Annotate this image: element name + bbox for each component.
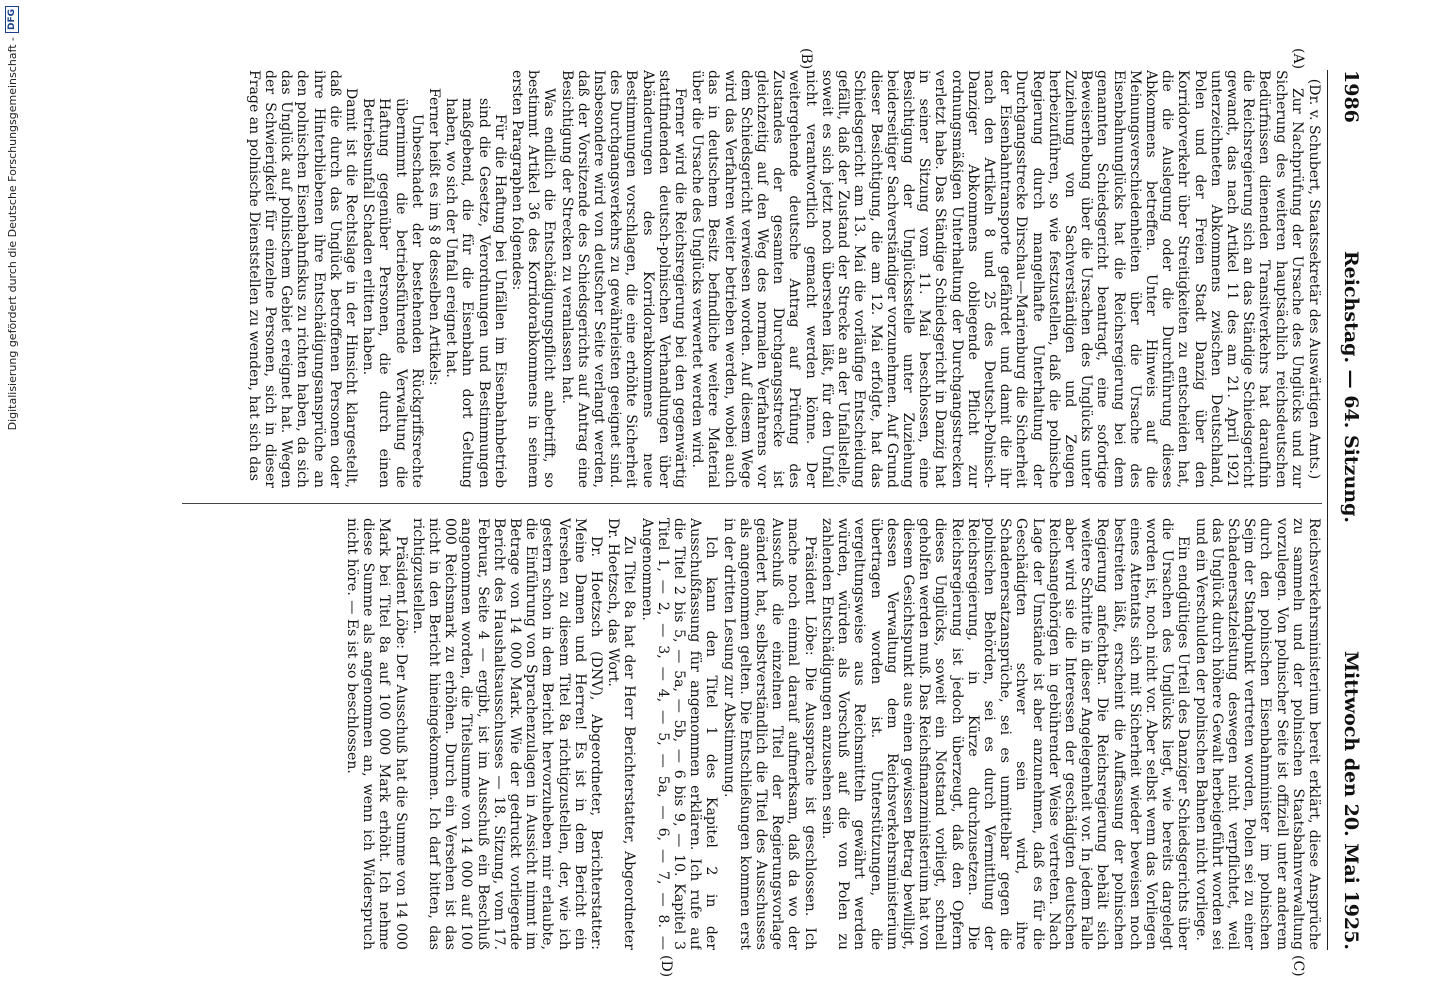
margin-marker-c: (C)	[1290, 955, 1306, 977]
paragraph: Ferner wird die Reichsregierung bei den gegenwärtig stattfindenden deutsch-polnischen Verhandlungen über Abänderungen des Korridorabkommens neue Bestimmungen vorschlagen, die eine erhöhte Sicherheit des Durchgangsverkehrs zu gewährleisten geeignet sind. Insbesondere wird von deutscher Seite verlangt werden, daß der Vorsitzende des Schiedsgerichts auf Antrag eine Besichtigung der Strecken zu veranlassen hat.	[558, 70, 689, 488]
left-column	[32, 70, 1322, 488]
right-column	[32, 518, 1322, 950]
quoted-paragraph: Für die Haftung bei Unfällen im Eisenbahnbetrieb sind die Gesetze, Verordnungen und Bestimmungen maßgebend, die für die Eisenbahn dort Geltung haben, wo sich der Unfall ereignet hat.	[443, 98, 508, 488]
paragraph: Ich kann den Titel 1 des Kapitel 2 in der Ausschußfassung für angenommen erklären. Ich rufe auf die Titel 2 bis 5, — 5a, — 5b, — 6 bis 9, — 10. Kapitel 3 Titel 1, — 2, — 3, — 4, — 5, — 5a, — 6, — 7, — 8. — Angenommen.	[638, 518, 720, 950]
margin-marker-b: (B)	[798, 48, 814, 70]
margin-marker-a: (A)	[1290, 48, 1306, 70]
paragraph: Präsident Löbe: Der Ausschuß hat die Summe von 14 000 Mark bei Titel 8a auf 100 000 Mark erhöht. Ich nehme diese Summe als angenommen an, wenn ich Widerspruch nicht höre. — Es ist so beschlossen.	[344, 518, 409, 950]
header-rule	[1327, 70, 1328, 950]
page-number: 1986	[1340, 70, 1362, 123]
paragraph: Damit ist die Rechtslage in der Hinsicht klargestellt, daß die durch das Unglück betroffenen Personen oder ihre Hinterbliebenen ihre Entschädigungsansprüche an den polnischen Eisenbahnfiskus zu richten haben, da sich das Unglück auf polnischem Gebiet ereignet hat. Wegen der Schwierigkeit für einzelne Personen, sich in dieser Frage an polnische Dienststellen zu wenden, hat sich das	[245, 70, 360, 488]
speaker-attribution: (Dr. v. Schubert, Staatssekretär des Auswärtigen Amts.)	[1306, 78, 1322, 480]
paragraph: Zu Titel 8a hat der Herr Berichterstatter, Abgeordneter Dr. Hoetzsch, das Wort.	[605, 518, 638, 950]
paragraph: Dr. Hoetzsch (DNV), Abgeordneter, Berichterstatter: Meine Damen und Herren! Es ist in dem Bericht ein Versehen zu diesem Titel 8a richtigzustellen, der, wie ich gestern schon in dem Bericht hervorzuheben mir erlaubte, die Einführung von Sprachenzulagen in Aussicht nimmt im Betrage von 14 000 Mark. Wie der gedruckt vorliegende Bericht des Haushaltsausschusses — 18. Sitzung, vom 17. Februar, Seite 4 — ergibt, ist im Ausschuß ein Beschluß angenommen worden, die Titelsumme von 14 000 auf 100 000 Reichsmark zu erhöhen. Durch ein Versehen ist das nicht in den Bericht hineingekommen. Ich darf bitten, das richtigzustellen.	[409, 518, 605, 950]
footer-strip	[0, 0, 24, 1000]
quoted-paragraph: Unbeschadet der bestehenden Rückgriffsrechte übernimmt die betriebsführende Verwaltung die Haftung gegenüber Personen, die durch einen Betriebsunfall Schaden erlitten haben.	[360, 98, 425, 488]
margin-marker-d: (D)	[658, 955, 674, 978]
footer-credit	[0, 0, 24, 1000]
page-date: Mittwoch den 20. Mai 1925.	[1340, 651, 1362, 950]
page-title: Reichstag. — 64. Sitzung.	[1340, 250, 1362, 523]
column-divider	[182, 503, 1322, 504]
paragraph: Ein endgültiges Urteil des Danziger Schiedsgerichts über die Ursachen des Unglücks liegt, wie bereits dargelegt worden ist, noch nicht vor. Aber selbst wenn das Vorliegen eines Attentats sich mit Sicherheit wieder beweisen noch bestreiten läßt, erscheint die Auffassung der polnischen Regierung anfechtbar. Die Reichsregierung behält sich weitere Schritte in dieser Angelegenheit vor. In jedem Falle aber wird sie die Interessen der geschädigten deutschen Reichsangehörigen in gebührender Weise vertreten. Nach Lage der Umstände ist aber anzunehmen, daß es für die Geschädigten schwer sein wird, ihre Schadenersatzansprüche, sei es unmittelbar gegen die polnischen Behörden, sei es durch Vermittlung der Reichsregierung, in Kürze durchzusetzen. Die Reichsregierung ist jedoch überzeugt, daß den Opfern dieses Unglücks, soweit ein Notstand vorliegt, schnell geholfen werden muß. Das Reichsfinanzministerium hat von diesem Gesichtspunkt aus einen gewissen Betrag bewilligt, dessen Verwaltung dem Reichsverkehrsministerium übertragen worden ist. Unterstützungen, die vergeltungsweise aus Reichsmitteln gewährt werden würden, würden als Vorschuß auf die von Polen zu zahlenden Entschädigungen anzusehen sein.	[818, 518, 1192, 950]
page-header	[1332, 70, 1362, 950]
paragraph: Zur Nachprüfung der Ursache des Unglücks und zur Sicherung des weiteren hauptsächlich reichsdeutschen Bedürfnissen dienenden Transitverkehrs hat daraufhin die Reichsregierung sich an das Ständige Schiedsgericht gewandt, das nach Artikel 11 des am 21. April 1921 unterzeichneten Abkommens zwischen Deutschland, Polen und der Freien Stadt Danzig über den Korridorverkehr über Streitigkeiten zu entscheiden hat, die die Auslegung oder die Durchführung dieses Abkommens betreffen. Unter Hinweis auf die Meinungsverschiedenheiten über die Ursache des Eisenbahnunglücks hat die Reichsregierung bei dem genannten Schiedsgericht beantragt, eine sofortige Beweiserhebung über die Ursachen des Unglücks unter Zuziehung von Sachverständigen und Zeugen herbeizuführen, so wie festzustellen, daß die polnische Regierung durch mangelhafte Unterhaltung der Durchgangsstrecke Dirschau—Marienburg die Sicherheit der Eisenbahntransporte gefährdet und damit die ihr nach den Artikeln 8 und 25 des Deutsch-Polnisch-Danziger Abkommens obliegende Pflicht zur ordnungsmäßigen Unterhaltung der Durchgangsstrecken verletzt habe. Das Ständige Schiedsgericht in Danzig hat in seiner Sitzung vom 11. Mai beschlossen, eine Besichtigung der Unglücksstelle unter Zuziehung beiderseitiger Sachverständiger vorzunehmen. Auf Grund dieser Besichtigung, die am 12. Mai erfolgte, hat das Schiedsgericht am 13. Mai die vorläufige Entscheidung gefällt, daß der Zustand der Strecke an der Unfallstelle, soweit es sich jetzt noch übersehen läßt, für den Unfall nicht verantwortlich gemacht werden könne. Der weitergehende deutsche Antrag auf Prüfung des Zustandes der gesamten Durchgangsstrecke ist gleichzeitig auf den Weg des normalen Verfahrens vor dem Schiedsgericht verwiesen worden. Auf diesem Wege wird das Verfahren weiter betrieben werden, wobei auch das in deutschem Besitz befindliche weitere Material über die Ursache des Unglücks verwertet werden wird.	[689, 70, 1305, 488]
paragraph: Was endlich die Entschädigungspflicht anbetrifft, so bestimmt Artikel 36 des Korridorabkommens in seinem ersten Paragraphen folgendes:	[509, 70, 558, 488]
paragraph: Ferner heißt es im § 8 desselben Artikels:	[426, 88, 443, 386]
footer-credit-text: Digitalisierung gefördert durch die Deutsche Forschungsgemeinschaft -	[5, 37, 19, 431]
paragraph: Reichsverkehrsministerium bereit erklärt, diese Ansprüche zu sammeln und der polnischen Staatsbahnverwaltung vorzulegen. Von polnischer Seite ist offiziell unter anderem durch den polnischen Eisenbahnminister im polnischen Sejm der Standpunkt vertreten worden, Polen sei zu einer Schadenersatzleistung deswegen nicht verpflichtet, weil das Unglück durch höhere Gewalt herbeigeführt worden sei und ein Verschulden der polnischen Bahnen nicht vorliege.	[1192, 518, 1322, 950]
paragraph: Präsident Löbe: Die Aussprache ist geschlossen. Ich mache noch einmal darauf aufmerksam, daß da wo der Ausschuß die einzelnen Titel der Regierungsvorlage geändert hat, selbstverständlich die Titel des Ausschusses als angenommen gelten. Die Entschließungen kommen erst in der dritten Lesung zur Abstimmung.	[720, 518, 818, 950]
dfg-logo-icon: DFG	[5, 6, 19, 33]
